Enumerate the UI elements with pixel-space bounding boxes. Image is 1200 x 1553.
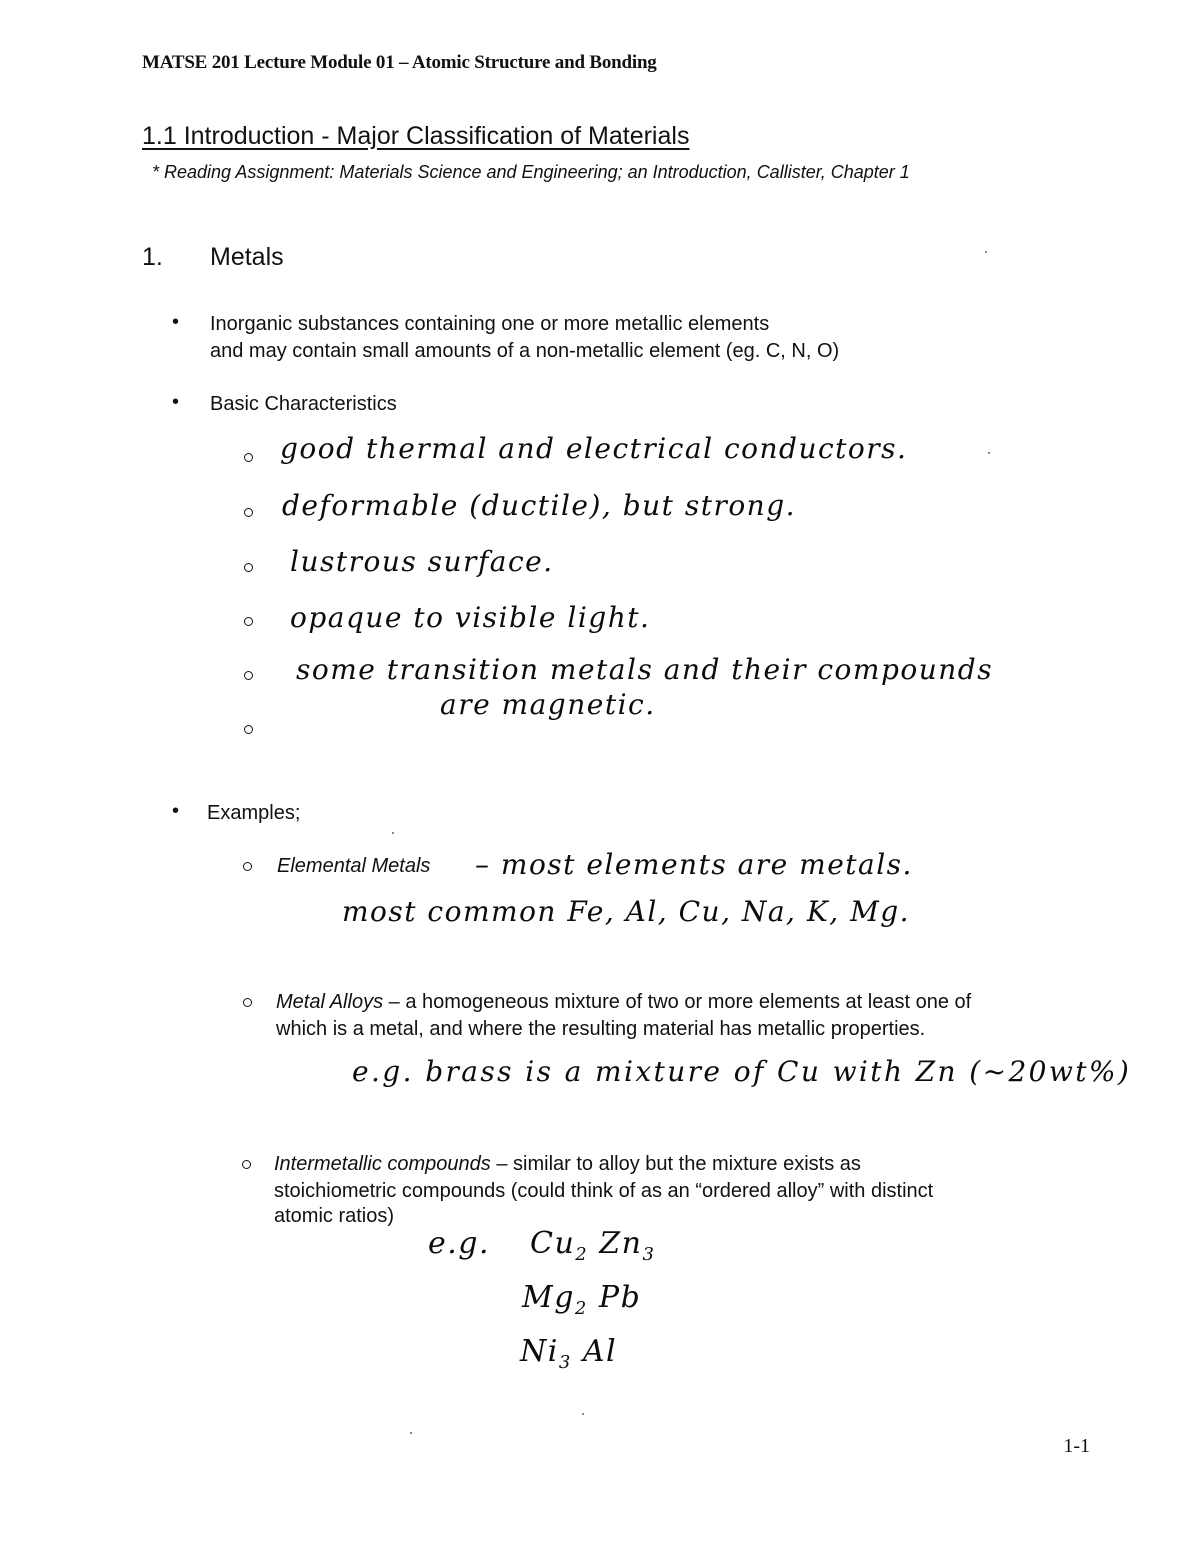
scan-speck xyxy=(410,1432,412,1434)
page-number: 1-1 xyxy=(1063,1435,1090,1457)
metal-alloys-term: Metal Alloys xyxy=(276,991,384,1013)
metals-heading: Metals xyxy=(210,243,284,271)
scan-speck xyxy=(985,251,987,253)
elemental-metals-term: Elemental Metals xyxy=(277,855,431,877)
handwritten-formula: $Mg_2$ Pb xyxy=(522,1280,642,1319)
handwritten-characteristic: are magnetic. xyxy=(440,688,656,721)
handwritten-formula: $Ni_3$ Al xyxy=(520,1334,618,1373)
examples-label: Examples; xyxy=(207,802,301,824)
sub-bullet-circle xyxy=(244,563,253,572)
sub-bullet-circle xyxy=(244,617,253,626)
handwritten-formula: $Cu_2$ $Zn_3$ xyxy=(530,1226,656,1265)
bullet-dot: • xyxy=(172,800,180,822)
bullet-dot: • xyxy=(172,391,180,413)
scan-speck xyxy=(392,832,394,834)
sub-bullet-circle xyxy=(243,862,252,871)
scan-speck xyxy=(582,1413,584,1415)
document-header: MATSE 201 Lecture Module 01 – Atomic Structure and Bonding xyxy=(142,52,657,73)
handwritten-characteristic: lustrous surface. xyxy=(290,545,554,578)
sub-bullet-circle-empty xyxy=(244,725,253,734)
bullet-dot: • xyxy=(172,311,180,333)
reading-assignment: * Reading Assignment: Materials Science and Engineering; an Introduction, Callister, Chapter 1 xyxy=(152,162,910,182)
metal-alloys-line-2: which is a metal, and where the resulting material has metallic properties. xyxy=(276,1018,926,1040)
intermetallic-line-3: atomic ratios) xyxy=(274,1205,395,1227)
scan-speck xyxy=(988,452,990,454)
handwritten-alloy-example: e.g. brass is a mixture of Cu with Zn (~20wt%) xyxy=(352,1055,1132,1088)
characteristics-label: Basic Characteristics xyxy=(210,393,397,415)
sub-bullet-circle xyxy=(244,453,253,462)
sub-bullet-circle xyxy=(242,1160,251,1169)
definition-line-1: Inorganic substances containing one or more metallic elements xyxy=(210,313,770,335)
sub-bullet-circle xyxy=(244,671,253,680)
sub-bullet-circle xyxy=(243,998,252,1007)
definition-line-2: and may contain small amounts of a non-metallic element (eg. C, N, O) xyxy=(210,340,840,362)
section-title: 1.1 Introduction - Major Classification of Materials xyxy=(142,122,690,150)
section-number: 1. xyxy=(142,243,163,271)
metal-alloys-line-1 xyxy=(276,989,971,1016)
handwritten-characteristic: good thermal and electrical conductors. xyxy=(280,432,908,465)
handwritten-elemental-examples: most common Fe, Al, Cu, Na, K, Mg. xyxy=(342,895,911,928)
handwritten-eg: e.g. xyxy=(428,1226,491,1261)
intermetallic-term: Intermetallic compounds xyxy=(274,1153,491,1175)
metal-alloys-definition: – a homogeneous mixture of two or more elements at least one of xyxy=(383,991,972,1013)
handwritten-characteristic: some transition metals and their compounds xyxy=(296,653,994,686)
handwritten-characteristic: opaque to visible light. xyxy=(290,601,651,634)
sub-bullet-circle xyxy=(244,508,253,517)
handwritten-characteristic: deformable (ductile), but strong. xyxy=(282,489,797,522)
intermetallic-definition: – similar to alloy but the mixture exists as xyxy=(490,1153,861,1175)
handwritten-elemental-note: – most elements are metals. xyxy=(475,848,913,881)
intermetallic-line-2: stoichiometric compounds (could think of as an “ordered alloy” with distinct xyxy=(274,1180,934,1202)
intermetallic-line-1 xyxy=(274,1151,861,1178)
